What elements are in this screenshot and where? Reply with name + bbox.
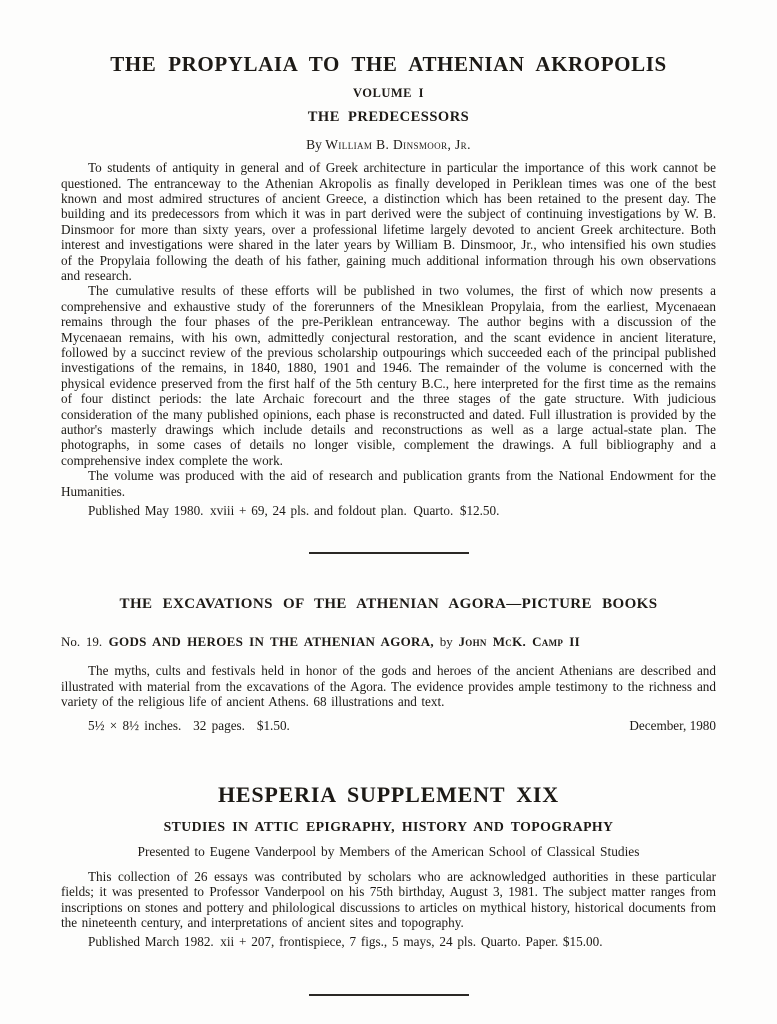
book1-byline [61,137,716,153]
book3-dedication: Presented to Eugene Vanderpool by Members of the American School of Classical Studies [137,843,640,859]
book2-heading: THE EXCAVATIONS OF THE ATHENIAN AGORA—PICTURE BOOKS [119,596,658,613]
book1-byline-prefix: By [306,137,326,153]
book2-item-line [61,634,716,650]
announcement-hesperia-supplement [61,782,716,950]
book1-author: William B. Dinsmoor, Jr. [325,137,471,153]
book3-title: HESPERIA SUPPLEMENT XIX [218,781,559,807]
section-divider-2 [309,994,469,996]
book2-paragraph: The myths, cults and festivals held in honor of the gods and heroes of the ancient Athenians are described and illustrated with material from the excavations of the Agora. The evidence provides ample testimony to the richness and variety of the religious life of ancient Athens. 68 illustrations and text. [61,663,716,710]
announcement-agora-picture-books [61,596,716,733]
book2-date: December, 1980 [629,717,716,733]
book2-specs-row [61,718,716,734]
book3-publication-line: Published March 1982. xii + 207, frontispiece, 7 figs., 5 mays, 24 pls. Quarto. Paper. $15.00. [88,934,603,950]
announcement-propylaia [61,52,716,518]
book1-paragraph-1: To students of antiquity in general and of Greek architecture in particular the importance of this work cannot be questioned. The entranceway to the Athenian Akropolis as finally developed in Periklean times was one of the best known and most admired structures of ancient Greece, a distinction which has been retained to the present day. The building and its predecessors from which it was in part derived were the subject of continuing investigations by W. B. Dinsmoor for more than sixty years, over a professional lifetime largely devoted to ancient Greek architecture. Both interest and investigations were shared in the later years by William B. Dinsmoor, Jr., who intensified his own studies of the Propylaia following the death of his father, gaining much additional information through his own observations and research. [61,160,716,283]
book2-item-number: No. 19. [61,634,109,650]
book1-publication-line: Published May 1980. xviii + 69, 24 pls. and foldout plan. Quarto. $12.50. [88,503,500,519]
book3-subtitle: STUDIES IN ATTIC EPIGRAPHY, HISTORY AND TOPOGRAPHY [163,818,614,834]
book1-title: THE PROPYLAIA TO THE ATHENIAN AKROPOLIS [110,52,667,76]
book2-byline-prefix: by [433,634,459,650]
section-divider-1 [309,552,469,554]
book2-item-title: GODS AND HEROES IN THE ATHENIAN AGORA, [108,634,434,650]
book1-subtitle: THE PREDECESSORS [307,109,470,126]
book1-volume: VOLUME I [353,86,424,101]
book2-specs: 5½ × 8½ inches. 32 pages. $1.50. [88,717,290,733]
book1-paragraph-2: The cumulative results of these efforts will be published in two volumes, the first of which now presents a comprehensive and exhaustive study of the forerunners of the Mnesiklean Propylaia, from the earliest, Mycenaean remains through the four phases of the pre-Periklean entranceway. The author begins with a discussion of the Mycenaean remains, with his own, admittedly conjectural restoration, and the scant evidence in ancient literature, followed by a succinct review of the previous scholarship outpourings which succeeded each of the principal published investigations of the remains, in 1840, 1880, 1901 and 1946. The remainder of the volume is concerned with the physical evidence preserved from the first half of the 5th century B.C., here interpreted for the first time as the remains of four distinct periods: the late Archaic forecourt and the three stages of the gate structure. With judicious consideration of the many published opinions, each phase is reconstructed and dated. Full illustration is provided by the author's masterly drawings which include details and reconstructions as well as a large actual-state plan. The photographs, in some cases of details no longer visible, complement the drawings. A full bibliography and a comprehensive index complete the work. [61,283,716,468]
book1-paragraph-3: The volume was produced with the aid of research and publication grants from the National Endowment for the Humanities. [61,468,716,499]
book3-paragraph: This collection of 26 essays was contributed by scholars who are acknowledged authorities in these particular fields; it was presented to Professor Vanderpool on his 75th birthday, August 3, 1981. The subject matter ranges from inscriptions on stones and pottery and philological discussions to articles on mythical history, historical documents from the nineteenth century, and interpretations of ancient sites and topography. [61,868,716,930]
book2-author: John McK. Camp II [458,634,580,650]
